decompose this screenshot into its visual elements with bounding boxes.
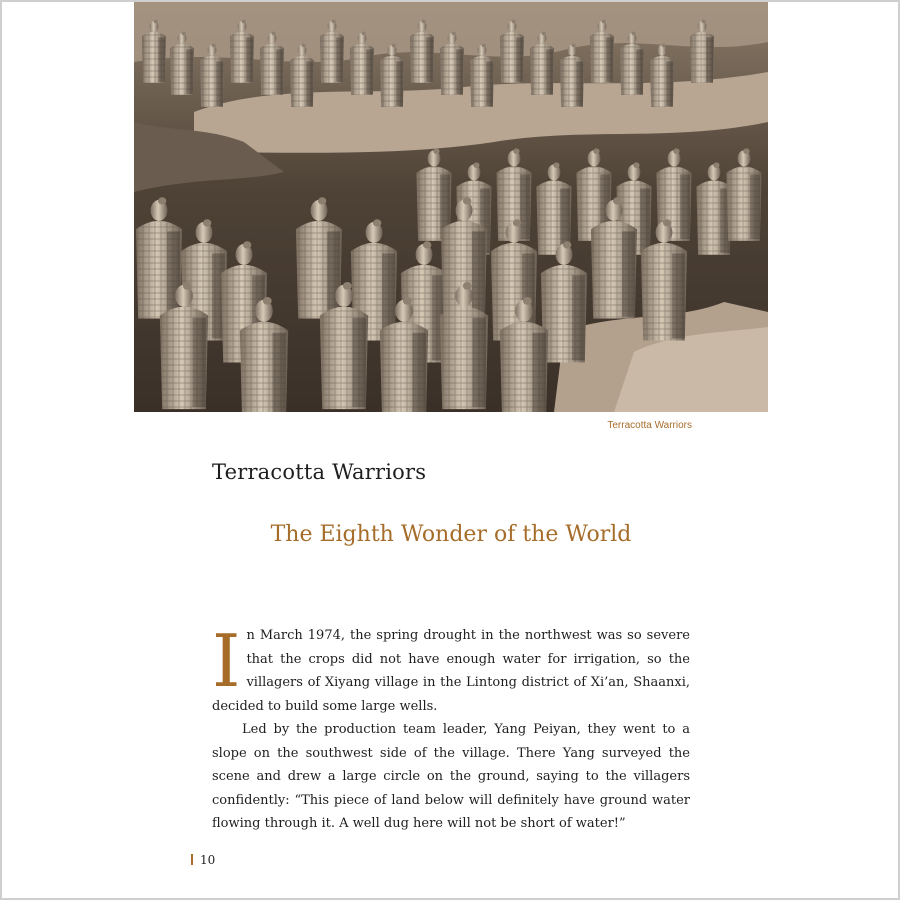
page-number-marker (191, 854, 193, 865)
paragraph-1-text: n March 1974, the spring drought in the northwest was so severe that the crops did not have enough water for irrigation, so the villagers of Xiyang village in the Lintong district of Xi’an, Shaanxi, decided to build some large wells. (212, 628, 690, 714)
photo-caption: Terracotta Warriors (607, 420, 692, 431)
chapter-title: Terracotta Warriors (212, 460, 427, 484)
page-number: 10 (200, 853, 216, 867)
drop-cap: I (212, 619, 241, 703)
terracotta-warriors-photo (134, 2, 768, 412)
chapter-subtitle: The Eighth Wonder of the World (270, 522, 632, 547)
page-footer (191, 853, 215, 867)
paragraph-2: Led by the production team leader, Yang Peiyan, they went to a slope on the southwest side of the village. There Yang surveyed the scene and drew a large circle on the ground, saying to the villagers confidently: “This piece of land below will definitely have ground water flowing through it. A well dug here will not be short of water!” (212, 722, 690, 831)
article-body (212, 602, 690, 836)
paragraph-1 (212, 602, 690, 718)
